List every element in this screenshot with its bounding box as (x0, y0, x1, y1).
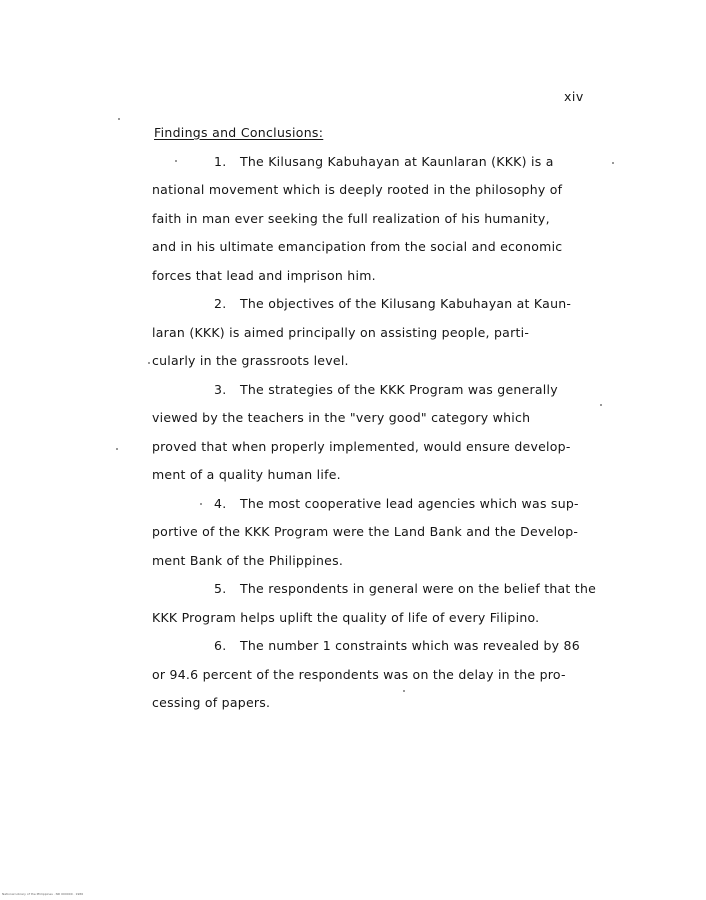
finding-4-number: 4. (214, 496, 227, 511)
finding-6-line-2: or 94.6 percent of the respondents was on the delay in the pro- (152, 667, 566, 682)
scan-speck (148, 362, 150, 364)
finding-1-line-3: faith in man ever seeking the full realization of his humanity, (152, 211, 550, 226)
finding-3-line-3: proved that when properly implemented, would ensure develop- (152, 439, 571, 454)
finding-3-line-2: viewed by the teachers in the "very good" category which (152, 410, 531, 425)
finding-5-line-2: KKK Program helps uplift the quality of life of every Filipino. (152, 610, 540, 625)
scan-speck (612, 162, 614, 164)
scan-speck (600, 404, 602, 406)
section-heading: Findings and Conclusions: (154, 125, 324, 140)
finding-6-number: 6. (214, 638, 227, 653)
scan-speck (175, 160, 177, 162)
finding-3-number: 3. (214, 382, 227, 397)
finding-6-line-1: 6. The number 1 constraints which was revealed by 86 (214, 638, 580, 653)
scan-speck (200, 503, 202, 505)
finding-4-line-3: ment Bank of the Philippines. (152, 553, 344, 568)
finding-1-line-4: and in his ultimate emancipation from the social and economic (152, 239, 563, 254)
finding-1-line-2: national movement which is deeply rooted in the philosophy of (152, 182, 563, 197)
finding-2-line-3: cularly in the grassroots level. (152, 353, 349, 368)
finding-5-line-1: 5. The respondents in general were on the belief that the (214, 581, 597, 596)
finding-1-line-1: 1. The Kilusang Kabuhayan at Kaunlaran (KKK) is a (214, 154, 554, 169)
finding-4-line-2: portive of the KKK Program were the Land Bank and the Develop- (152, 524, 579, 539)
scan-footer: National Library of the Philippines · ND 000000 · 1986 (2, 892, 84, 896)
scan-speck (118, 118, 120, 120)
finding-2-number: 2. (214, 296, 227, 311)
finding-2-line-1: 2. The objectives of the Kilusang Kabuhayan at Kaun- (214, 296, 572, 311)
finding-3-line-4: ment of a quality human life. (152, 467, 341, 482)
finding-4-line-1: 4. The most cooperative lead agencies which was sup- (214, 496, 579, 511)
finding-6-line-3: cessing of papers. (152, 695, 271, 710)
finding-1-line-5: forces that lead and imprison him. (152, 268, 376, 283)
finding-5-number: 5. (214, 581, 227, 596)
finding-1-number: 1. (214, 154, 227, 169)
page-number: xiv (564, 89, 584, 104)
scan-speck (403, 690, 405, 692)
finding-3-line-1: 3. The strategies of the KKK Program was generally (214, 382, 558, 397)
finding-2-line-2: laran (KKK) is aimed principally on assisting people, parti- (152, 325, 530, 340)
scan-speck (116, 448, 118, 450)
